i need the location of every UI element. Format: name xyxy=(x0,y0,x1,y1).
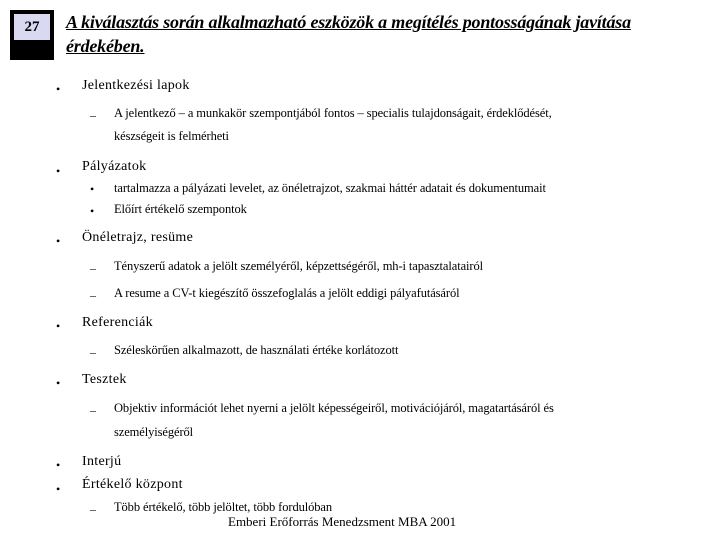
bullet-marker: • xyxy=(56,234,61,248)
item-referenciak: Referenciák xyxy=(82,315,153,330)
item-ertekelo-kozpont: Értékelő központ xyxy=(82,477,183,492)
bullet-marker: • xyxy=(56,164,61,178)
slide-number: 27 xyxy=(24,18,40,35)
bullet-marker: • xyxy=(56,319,61,333)
sub-item-continuation: készségeit is felmérheti xyxy=(114,129,229,143)
sub-item: Széleskörűen alkalmazott, de használati értéke korlátozott xyxy=(114,343,399,357)
bullet-marker: • xyxy=(56,458,61,472)
dash-marker: – xyxy=(90,261,96,275)
dash-marker: – xyxy=(90,108,96,122)
sub-item: Előírt értékelő szempontok xyxy=(114,202,247,216)
sub-item: Tényszerű adatok a jelölt személyéről, képzettségéről, mh-i tapasztalatairól xyxy=(114,259,483,273)
sub-item: Több értékelő, több jelöltet, több fordulóban xyxy=(114,500,333,514)
item-jelentkezesi-lapok: Jelentkezési lapok xyxy=(82,78,190,93)
sub-item: tartalmazza a pályázati levelet, az önéletrajzot, szakmai háttér adatait és dokumentumait xyxy=(114,181,546,195)
item-palyazatok: Pályázatok xyxy=(82,159,147,174)
sub-item: Objektiv információt lehet nyerni a jelölt képességeiről, motivációjáról, magatartásáról és xyxy=(114,401,554,415)
bullet-marker: • xyxy=(56,482,61,496)
dash-marker: – xyxy=(90,403,96,417)
slide-title: A kiválasztás során alkalmazható eszközök a megítélés pontosságának javítása érdekében. xyxy=(66,12,631,56)
dash-marker: – xyxy=(90,288,96,302)
item-tesztek: Tesztek xyxy=(82,372,127,387)
bullet-marker: • xyxy=(56,376,61,390)
sub-item: A resume a CV-t kiegészítő összefoglalás a jelölt eddigi pályafutásáról xyxy=(114,286,460,300)
bullet-marker-small: • xyxy=(90,182,95,196)
item-oneletrajz: Önéletrajz, resüme xyxy=(82,230,194,245)
item-interju: Interjú xyxy=(82,454,122,469)
dash-marker: – xyxy=(90,502,96,516)
bullet-marker: • xyxy=(56,82,61,96)
dash-marker: – xyxy=(90,345,96,359)
sub-item: A jelentkező – a munkakör szempontjából fontos – specialis tulajdonságait, érdeklődését, xyxy=(114,106,552,120)
slide-number-badge xyxy=(10,10,54,44)
bullet-marker-small: • xyxy=(90,204,95,218)
footer-text: Emberi Erőforrás Menedzsment MBA 2001 xyxy=(228,514,457,529)
sub-item-continuation: személyiségéről xyxy=(114,425,194,439)
